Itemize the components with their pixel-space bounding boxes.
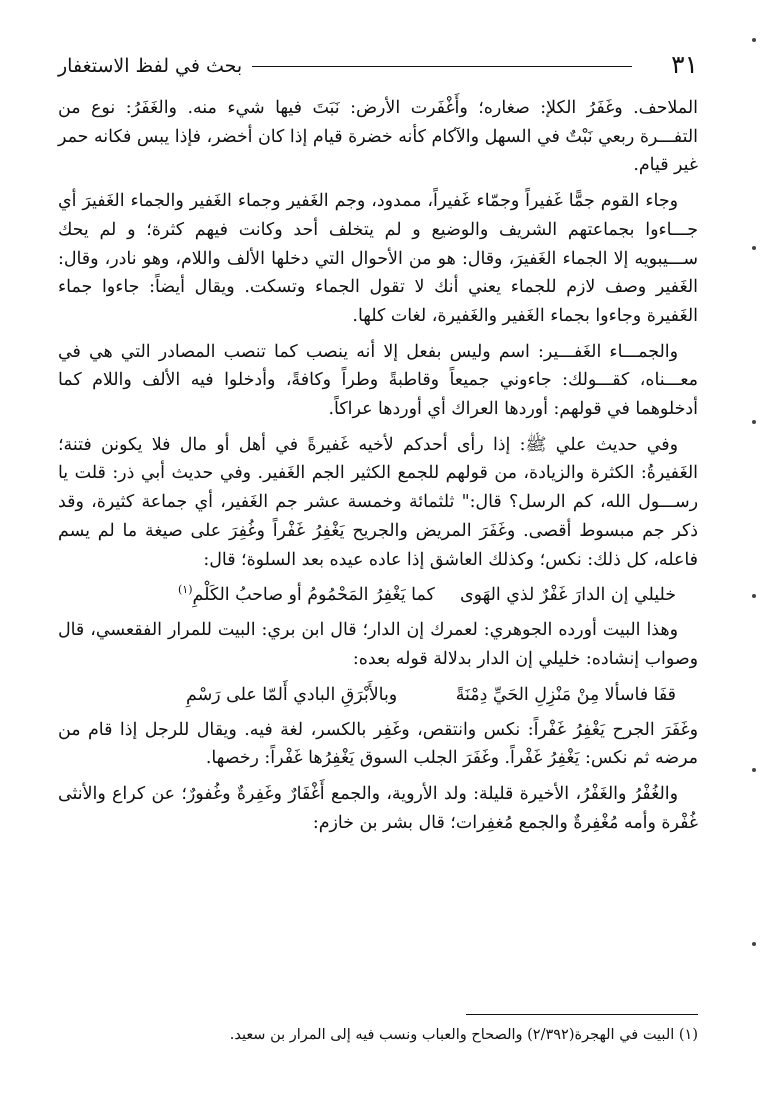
- paragraph-3: والجمـــاء الغَفـــير: اسم وليس بفعل إلا أنه ينصب كما تنصب المصادر التي هي في معـــناه، كقـــولك: جاءوني جميعاً وقاطبةً وطراً وكافةً، وأدخلوا فيه الألف واللام كما أدخلوهما في قولهم: أوردها العراك أي أوردها عراكاً.: [58, 341, 698, 420]
- footnote: (١) البيت في الهجرة(٢/٣٩٢) والصحاح والعباب ونسب فيه إلى المرار بن سعيد.: [229, 1027, 698, 1043]
- margin-dot: [752, 594, 756, 598]
- paragraph-7: والغُفْرُ والغَفْرُ، الأخيرة قليلة: ولد الأروية، والجمع أَغْفَارٌ وغَفِرةٌ وغُفورٌ؛ عن كراع والأنثى غُفْرة وأمه مُغْفِرةٌ والجمع مُغفِرات؛ قال بشر بن خازم:: [58, 784, 698, 833]
- verse-2-first-hemistich: قفَا فاسألا مِنْ مَنْزِلِ الحَيِّ دِمْنَةً: [455, 684, 676, 705]
- body-text: [58, 94, 698, 844]
- margin-dot: [752, 768, 756, 772]
- margin-dot: [752, 420, 756, 424]
- paragraph-6: وغَفَرَ الجرح يَغْفِرُ غَفْراً: نكس وانتقص، وغَفِر بالكسر، لغة فيه. ويقال للرجل إذا قام من مرضه ثم نكس: يَغْفِرُ غَفْراً. وغَفَرَ الجلب السوق يَغْفِرُها غَفْراً: رخصها.: [58, 719, 698, 769]
- running-title: بحث في لفظ الاستغفار: [58, 55, 243, 77]
- footnote-rule: [466, 1014, 698, 1015]
- verse-1-first-hemistich: خليلي إن الدارَ غَفْرٌ لذي الهَوى: [459, 585, 676, 606]
- verse-2-second-hemistich: وبالأَبْرَقِ البادي أَلمّا على رَسْمِ: [186, 684, 398, 705]
- margin-dot: [752, 246, 756, 250]
- page-number: ٣١: [671, 50, 698, 79]
- paragraph-2: وجاء القوم جمًّا غَفيراً وجمّاء غَفيراً، ممدود، وجم الغَفير وجماء الغَفير والجماء الغَفيرَ أي جـــاءوا بجماعتهم الشريف والوضيع و لم يتخلف أحد وكانت فيهم كثرة؛ و لم يحك ســـيبويه إلا الجماء الغَفيرَ، وقال: هو من الأحوال التي دخلها الألف واللام، وهو نادر، وقال: الغَفير وصف لازم للجماء يعني أنك لا تقول الجماء وتسكت. ويقال أيضاً: جاءوا جماء الغَفيرة وجاءوا بجماء الغَفير والغَفيرة، لغات كلها.: [58, 191, 698, 326]
- margin-dot: [752, 942, 756, 946]
- paragraph-5: وهذا البيت أورده الجوهري: لعمرك إن الدار؛ قال ابن بري: البيت للمرار الفقعسي، قال وصواب إنشاده: خليلي إن الدار بدلالة قوله بعده:: [58, 620, 698, 669]
- paragraph-1: الملاحف. وغَفَرُ الكلإ: صغاره؛ وأَغْفَرت الأرض: نَبَتَ فيها شيء منه. والغَفَرُ: نوع من التفـــرة ربعي نَبْتٌ في السهل والآكام كأنه خضرة قيام إذا كان أخضر، فإذا يبس فكانه حمر غير قيام.: [58, 98, 698, 176]
- verse-1: [58, 581, 698, 610]
- verse-1-second-hemistich-text: كما يَغْفِرُ المَحْمُومُ أو صاحبُ الكَلْمِ: [192, 585, 435, 606]
- verse-1-second-hemistich: [178, 581, 435, 610]
- paragraph-4: وفي حديث علي ﷺ: إذا رأى أحدكم لأخيه غَفيرةً في أهل أو مال فلا يكونن فتنة؛ الغَفيرةُ: الكثرة والزيادة، من قولهم للجمع الكثير الجم الغَفير. وفي حديث أبي ذر: قلت يا رســـول الله، كم الرسل؟ قال:" ثلثمائة وخمسة عشر جم الغَفير، أي جماعة كثيرة، وقد ذكر جم مبسوط أقصى. وغَفَرَ المريض والجريح يَغْفِرُ غَفْراً وغُفِرَ على صيغة ما لم يسم فاعله، كل ذلك: نكس؛ وكذلك العاشق إذا عاده عيده بعد السلوة؛ قال:: [58, 434, 698, 570]
- page-header: [58, 50, 698, 84]
- header-rule: [252, 66, 632, 67]
- footnote-reference: (١): [178, 583, 193, 597]
- verse-2: [58, 681, 698, 710]
- margin-dot: [752, 38, 756, 42]
